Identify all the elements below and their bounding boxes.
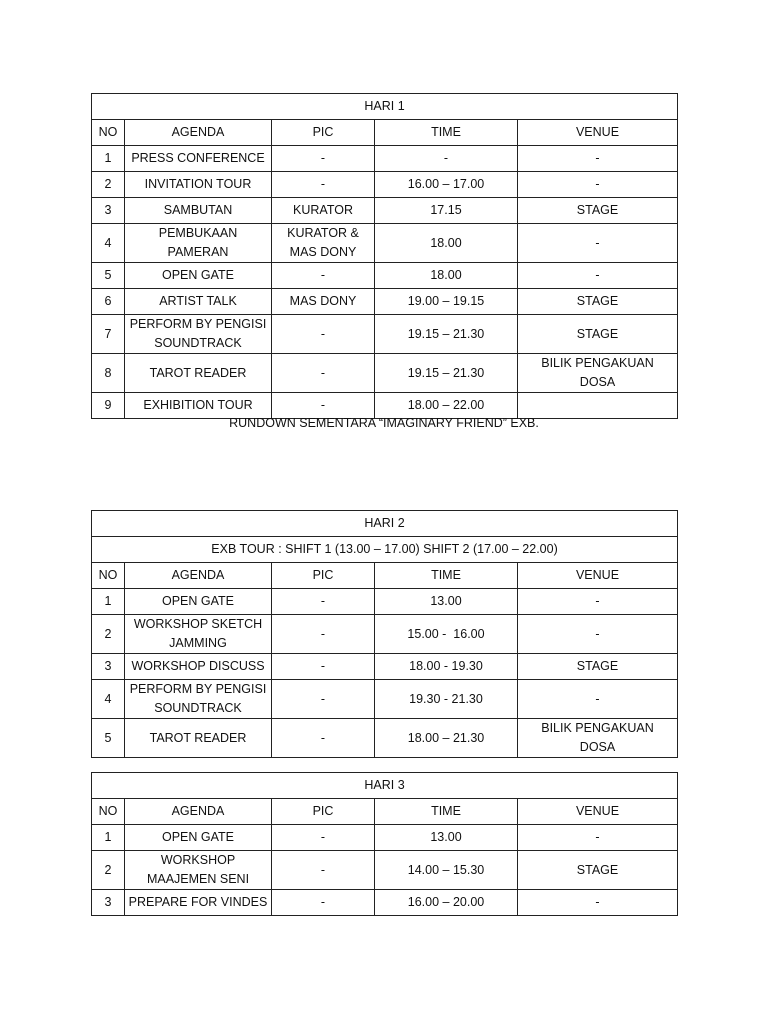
row-time: 19.15 – 21.30 (375, 354, 518, 393)
header-time: TIME (375, 563, 518, 589)
row-pic: - (272, 680, 375, 719)
row-agenda: PREPARE FOR VINDES (125, 890, 272, 916)
row-pic: - (272, 172, 375, 198)
header-agenda: AGENDA (125, 563, 272, 589)
row-time: 19.30 - 21.30 (375, 680, 518, 719)
row-no: 8 (92, 354, 125, 393)
row-no: 1 (92, 146, 125, 172)
table-row (92, 172, 678, 198)
day1-table (91, 93, 678, 419)
row-time: 17.15 (375, 198, 518, 224)
row-no: 3 (92, 198, 125, 224)
row-no: 5 (92, 719, 125, 758)
row-agenda: SAMBUTAN (125, 198, 272, 224)
row-pic: - (272, 890, 375, 916)
row-agenda: INVITATION TOUR (125, 172, 272, 198)
row-agenda: TAROT READER (125, 719, 272, 758)
row-no: 2 (92, 172, 125, 198)
header-time: TIME (375, 120, 518, 146)
row-no: 3 (92, 890, 125, 916)
header-agenda: AGENDA (125, 120, 272, 146)
row-pic: - (272, 589, 375, 615)
row-venue: BILIK PENGAKUAN DOSA (518, 719, 678, 758)
header-venue: VENUE (518, 799, 678, 825)
row-pic: - (272, 654, 375, 680)
row-no: 7 (92, 315, 125, 354)
table-row (92, 615, 678, 654)
row-agenda: OPEN GATE (125, 263, 272, 289)
row-time: 18.00 (375, 224, 518, 263)
table-row (92, 719, 678, 758)
row-agenda: WORKSHOP MAAJEMEN SENI (125, 851, 272, 890)
row-agenda: TAROT READER (125, 354, 272, 393)
rundown-caption: RUNDOWN SEMENTARA “IMAGINARY FRIEND” EXB. (229, 416, 539, 430)
table-row (92, 393, 678, 419)
table-row (92, 825, 678, 851)
table-row (92, 146, 678, 172)
header-venue: VENUE (518, 563, 678, 589)
row-time: - (375, 146, 518, 172)
row-no: 5 (92, 263, 125, 289)
header-venue: VENUE (518, 120, 678, 146)
row-pic: - (272, 393, 375, 419)
row-pic: - (272, 825, 375, 851)
row-venue: STAGE (518, 198, 678, 224)
table-row (92, 315, 678, 354)
table-row (92, 289, 678, 315)
row-no: 9 (92, 393, 125, 419)
row-venue: - (518, 890, 678, 916)
row-no: 6 (92, 289, 125, 315)
row-pic: - (272, 851, 375, 890)
row-pic: - (272, 263, 375, 289)
row-no: 1 (92, 589, 125, 615)
day2-table (91, 510, 678, 758)
row-agenda: PRESS CONFERENCE (125, 146, 272, 172)
day2-subtitle: EXB TOUR : SHIFT 1 (13.00 – 17.00) SHIFT 2 (17.00 – 22.00) (92, 537, 678, 563)
row-venue: - (518, 224, 678, 263)
row-agenda: PEMBUKAAN PAMERAN (125, 224, 272, 263)
day3-table (91, 772, 678, 916)
row-agenda: EXHIBITION TOUR (125, 393, 272, 419)
row-time: 18.00 - 19.30 (375, 654, 518, 680)
day1-header-row (92, 120, 678, 146)
table-row (92, 198, 678, 224)
day3-header-row (92, 799, 678, 825)
row-venue: STAGE (518, 315, 678, 354)
row-pic: - (272, 315, 375, 354)
row-venue: - (518, 263, 678, 289)
table-row (92, 890, 678, 916)
table-row (92, 354, 678, 393)
row-no: 1 (92, 825, 125, 851)
row-time: 15.00 - 16.00 (375, 615, 518, 654)
table-row (92, 851, 678, 890)
row-pic: - (272, 615, 375, 654)
table-row (92, 654, 678, 680)
table-row (92, 680, 678, 719)
row-time: 19.15 – 21.30 (375, 315, 518, 354)
table-row (92, 224, 678, 263)
row-venue: BILIK PENGAKUAN DOSA (518, 354, 678, 393)
header-pic: PIC (272, 563, 375, 589)
header-agenda: AGENDA (125, 799, 272, 825)
row-venue: - (518, 680, 678, 719)
table-row (92, 589, 678, 615)
row-pic: - (272, 146, 375, 172)
row-venue: STAGE (518, 289, 678, 315)
row-pic: - (272, 719, 375, 758)
row-time: 16.00 – 17.00 (375, 172, 518, 198)
header-time: TIME (375, 799, 518, 825)
table-row (92, 263, 678, 289)
row-venue (518, 393, 678, 419)
day3-title: HARI 3 (92, 773, 678, 799)
row-venue: - (518, 172, 678, 198)
row-time: 14.00 – 15.30 (375, 851, 518, 890)
row-agenda: PERFORM BY PENGISI SOUNDTRACK (125, 680, 272, 719)
header-pic: PIC (272, 120, 375, 146)
row-agenda: PERFORM BY PENGISI SOUNDTRACK (125, 315, 272, 354)
day2-header-row (92, 563, 678, 589)
row-time: 13.00 (375, 825, 518, 851)
row-no: 2 (92, 851, 125, 890)
row-time: 19.00 – 19.15 (375, 289, 518, 315)
row-agenda: OPEN GATE (125, 589, 272, 615)
row-pic: - (272, 354, 375, 393)
row-no: 3 (92, 654, 125, 680)
row-time: 18.00 – 21.30 (375, 719, 518, 758)
row-venue: STAGE (518, 654, 678, 680)
row-agenda: WORKSHOP DISCUSS (125, 654, 272, 680)
header-no: NO (92, 120, 125, 146)
row-agenda: WORKSHOP SKETCH JAMMING (125, 615, 272, 654)
row-pic: MAS DONY (272, 289, 375, 315)
row-venue: - (518, 825, 678, 851)
row-pic: KURATOR & MAS DONY (272, 224, 375, 263)
day2-title: HARI 2 (92, 511, 678, 537)
row-venue: - (518, 589, 678, 615)
row-agenda: OPEN GATE (125, 825, 272, 851)
row-agenda: ARTIST TALK (125, 289, 272, 315)
row-time: 18.00 – 22.00 (375, 393, 518, 419)
row-venue: - (518, 146, 678, 172)
row-time: 18.00 (375, 263, 518, 289)
row-venue: STAGE (518, 851, 678, 890)
row-no: 2 (92, 615, 125, 654)
row-no: 4 (92, 224, 125, 263)
row-time: 16.00 – 20.00 (375, 890, 518, 916)
row-no: 4 (92, 680, 125, 719)
header-no: NO (92, 799, 125, 825)
row-pic: KURATOR (272, 198, 375, 224)
row-venue: - (518, 615, 678, 654)
header-pic: PIC (272, 799, 375, 825)
day1-title: HARI 1 (92, 94, 678, 120)
header-no: NO (92, 563, 125, 589)
row-time: 13.00 (375, 589, 518, 615)
